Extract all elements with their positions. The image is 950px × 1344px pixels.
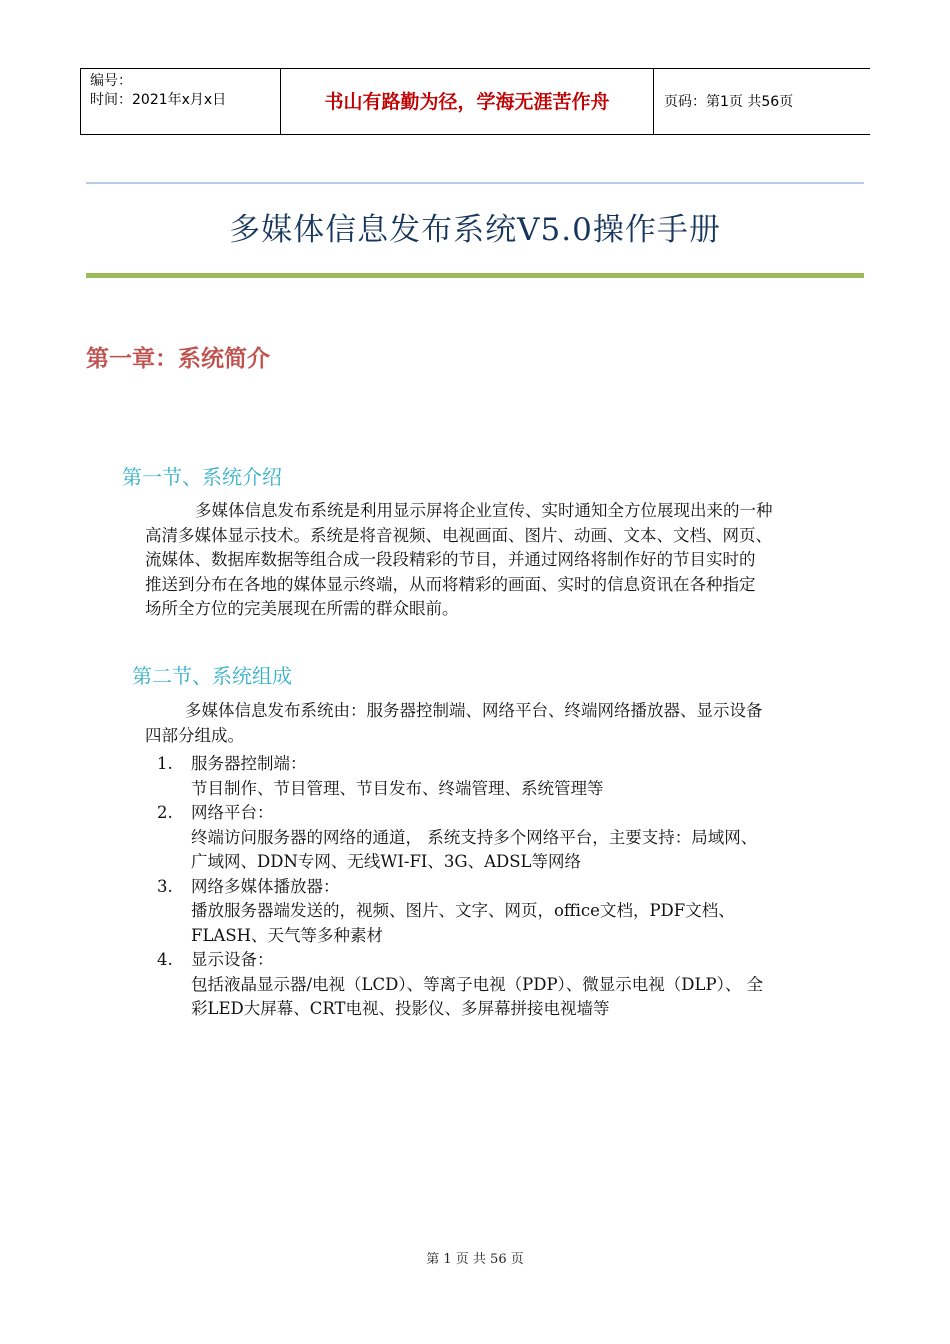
list-item xyxy=(145,948,870,1022)
component-list xyxy=(145,752,870,1022)
list-item xyxy=(145,752,870,801)
list-item-number: 1. xyxy=(157,754,173,773)
section1-paragraph xyxy=(145,499,870,622)
section2-intro-line: 四部分组成。 xyxy=(145,725,244,745)
page-footer: 第 1 页 共 56 页 xyxy=(426,1252,524,1267)
header-motto: 书山有路勤为径，学海无涯苦作舟 xyxy=(281,69,654,134)
list-item-title: 网络平台： xyxy=(191,803,274,822)
list-item-number: 2. xyxy=(157,803,173,822)
list-item-body: 广域网、DDN专网、无线WI-FI、3G、ADSL等网络 xyxy=(191,852,581,871)
section1-line: 高清多媒体显示技术。系统是将音视频、电视画面、图片、动画、文本、文档、网页、 xyxy=(145,525,772,545)
section1-line: 推送到分布在各地的媒体显示终端，从而将精彩的画面、实时的信息资讯在各种指定 xyxy=(145,574,756,594)
list-item xyxy=(145,875,870,949)
list-item-number: 3. xyxy=(157,876,173,896)
list-item-title: 显示设备： xyxy=(191,950,274,969)
header-table xyxy=(80,68,870,135)
number-label: 编号： xyxy=(90,73,132,89)
title-top-rule xyxy=(86,182,864,184)
section1-line: 流媒体、数据库数据等组合成一段段精彩的节目，并通过网络将制作好的节目实时的 xyxy=(145,550,756,569)
list-item-body: 包括液晶显示器/电视（LCD）、等离子电视（PDP）、微显示电视（DLP）、 全 xyxy=(191,974,764,994)
header-left-cell xyxy=(80,69,281,134)
section2-intro-line: 多媒体信息发布系统由：服务器控制端、网络平台、终端网络播放器、显示设备 xyxy=(185,701,763,720)
list-item-body: 终端访问服务器的网络的通道， 系统支持多个网络平台，主要支持：局域网、 xyxy=(191,827,758,847)
list-item-title: 网络多媒体播放器： xyxy=(191,876,340,896)
list-item-number: 4. xyxy=(157,950,173,969)
chapter-heading: 第一章：系统简介 xyxy=(86,346,270,372)
list-item-body: FLASH、天气等多种素材 xyxy=(191,925,384,945)
list-item-body: 节目制作、节目管理、节目发布、终端管理、系统管理等 xyxy=(191,778,604,798)
document-title: 多媒体信息发布系统V5.0操作手册 xyxy=(229,212,721,248)
list-item xyxy=(145,801,870,875)
section1-heading: 第一节、系统介绍 xyxy=(122,465,282,489)
section1-line: 场所全方位的完美展现在所需的群众眼前。 xyxy=(145,599,459,618)
list-item-body: 彩LED大屏幕、CRT电视、投影仪、多屏幕拼接电视墙等 xyxy=(191,999,610,1018)
title-bottom-rule xyxy=(86,273,864,278)
section2-intro xyxy=(145,699,870,748)
list-item-title: 服务器控制端： xyxy=(191,754,307,773)
header-page-info: 页码：第1页 共56页 xyxy=(664,94,794,110)
list-item-body: 播放服务器端发送的，视频、图片、文字、网页，office文档，PDF文档、 xyxy=(191,901,735,920)
section1-line: 多媒体信息发布系统是利用显示屏将企业宣传、实时通知全方位展现出来的一种 xyxy=(195,501,773,520)
section2-heading: 第二节、系统组成 xyxy=(132,664,292,688)
date-label: 时间：2021年x月x日 xyxy=(90,92,227,108)
